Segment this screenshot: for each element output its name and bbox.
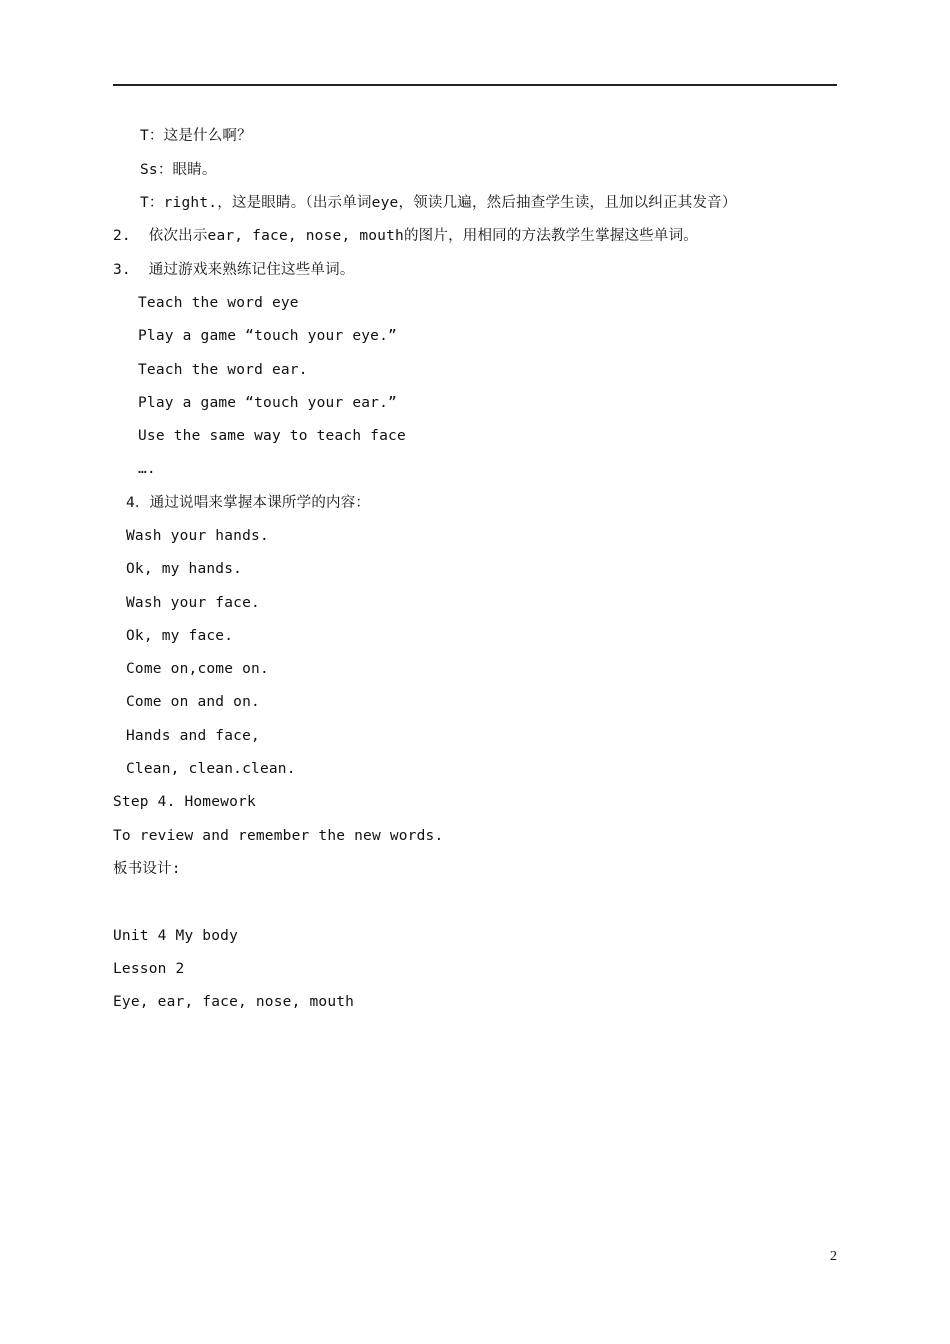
step-item-2: 2. 依次出示ear, face, nose, mouth的图片，用相同的方法教学生掌握这些单词。 [113, 228, 698, 244]
dialogue-line-teacher-instruction: T：right.，这是眼睛。（出示单词eye，领读几遍，然后抽查学生读，且加以纠正其发音） [140, 195, 737, 211]
header-rule [113, 84, 837, 86]
ellipsis-line: …. [138, 461, 156, 477]
homework-text: To review and remember the new words. [113, 828, 444, 844]
board-lesson-title: Lesson 2 [113, 961, 185, 977]
step-heading-homework: Step 4. Homework [113, 794, 256, 810]
chant-line: Hands and face, [126, 728, 260, 744]
activity-line: Use the same way to teach face [138, 428, 406, 444]
board-word-list: Eye, ear, face, nose, mouth [113, 994, 355, 1010]
chant-line: Come on and on. [126, 694, 260, 710]
dialogue-line-students-answer: Ss：眼睛。 [140, 162, 217, 178]
dialogue-line-teacher-question: T：这是什么啊？ [140, 128, 252, 144]
chant-line: Come on,come on. [126, 661, 269, 677]
activity-line: Play a game “touch your ear.” [138, 395, 397, 411]
activity-line: Teach the word eye [138, 295, 299, 311]
activity-line: Teach the word ear. [138, 362, 308, 378]
chant-line: Wash your hands. [126, 528, 269, 544]
chant-line: Ok, my hands. [126, 561, 243, 577]
page-number: 2 [830, 1249, 837, 1264]
step-item-3: 3. 通过游戏来熟练记住这些单词。 [113, 262, 355, 278]
board-unit-title: Unit 4 My body [113, 928, 239, 944]
board-design-heading: 板书设计: [113, 861, 181, 877]
chant-line: Ok, my face. [126, 628, 234, 644]
activity-line: Play a game “touch your eye.” [138, 328, 397, 344]
chant-line: Wash your face. [126, 595, 260, 611]
step-item-4: 4．通过说唱来掌握本课所学的内容： [126, 495, 371, 511]
chant-line: Clean, clean.clean. [126, 761, 296, 777]
